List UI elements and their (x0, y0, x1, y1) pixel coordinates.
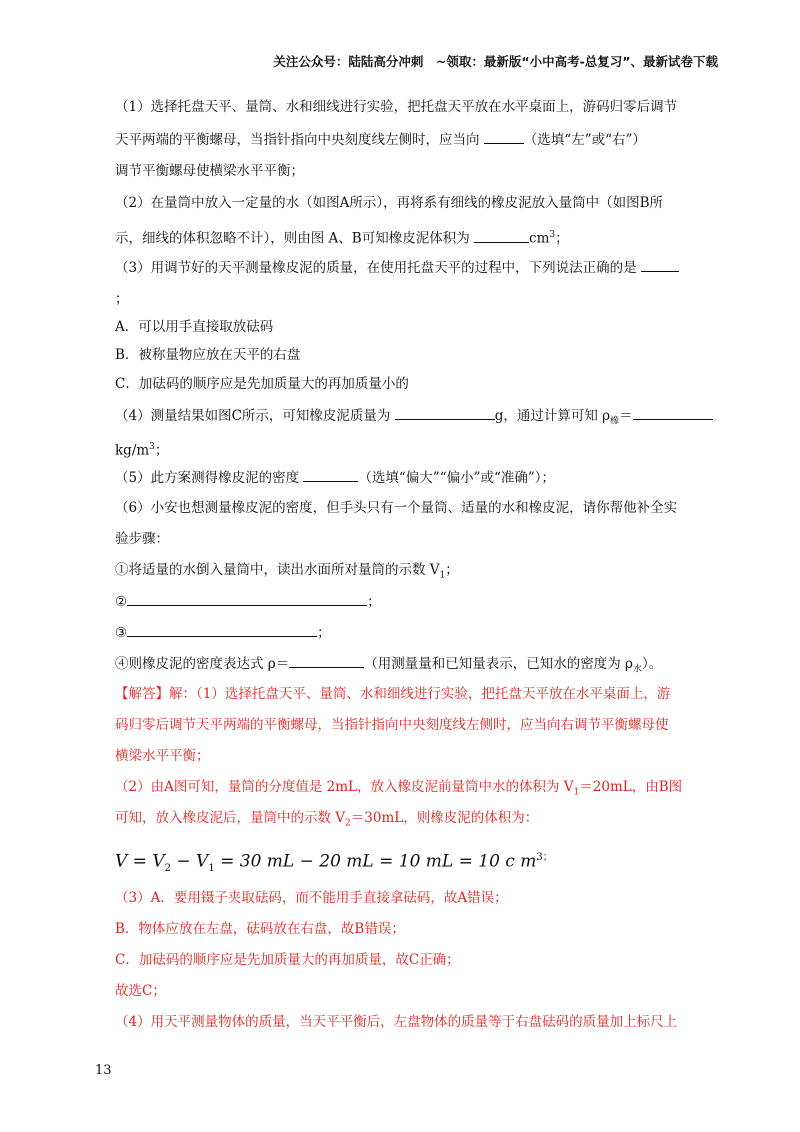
option-a: A．可以用手直接取放砝码 (115, 319, 274, 335)
answer-blank (127, 622, 317, 637)
question-text: （6）小安也想测量橡皮泥的密度，但手头只有一个量筒、适量的水和橡皮泥，请你帮他补全实 (115, 500, 678, 516)
volume-formula: $V = V_2 - V_1 = 30$ mL − 20 mL = 10 mL = 10 c $m^{3;}$ (115, 851, 553, 875)
answer-blank (474, 228, 529, 243)
question-text: ； (115, 291, 129, 307)
solution-text: （3）A．要用镊子夹取砝码，而不能用手直接拿砝码，故A错误； (115, 890, 508, 906)
answer-blank (484, 129, 524, 144)
solution-text: 横梁水平平衡； (115, 748, 210, 764)
question-text: 调节平衡螺母使横梁水平平衡； (115, 163, 304, 179)
step-3: ③ ； (115, 622, 331, 643)
solution-text: （2）由A图可知，量筒的分度值是 2mL，放入橡皮泥前量筒中水的体积为 $V_1=20mL$，由B图 (115, 779, 683, 798)
solution-text: C．加砝码的顺序应是先加质量大的再加质量，故C正确； (115, 952, 460, 968)
answer-blank (127, 591, 367, 606)
solution-text: 码归零后调节天平两端的平衡螺母，当指针指向中央刻度线左侧时，应当向右调节平衡螺母使 (115, 717, 669, 733)
page-number: 13 (95, 1063, 112, 1078)
step-1: ①将适量的水倒入量筒中，读出水面所对量筒的示数 $V_1$； (115, 562, 459, 581)
question-text: 验步骤： (115, 531, 169, 547)
page-header: 关注公众号：陆陆高分冲刺 ~领取：最新版“小中高考-总复习”、最新试卷下载 (273, 54, 718, 69)
question-text: 天平两端的平衡螺母，当指针指向中央刻度线左侧时，应当向 （选填“左”或“右”） (115, 129, 646, 150)
answer-blank (395, 405, 495, 420)
answer-blank (633, 405, 713, 420)
question-text: （4）测量结果如图C所示，可知橡皮泥质量为 g，通过计算可知 $\rho_橡=$ (115, 405, 713, 432)
solution-text: B．物体应放在左盘，砝码放在右盘，故B错误； (115, 921, 405, 937)
question-text: （5）此方案测得橡皮泥的密度 （选填“偏大”“偏小”或“准确”）； (115, 467, 555, 488)
question-text: 示，细线的体积忽略不计），则由图 A、B可知橡皮泥体积为 $cm^3$； (115, 225, 569, 249)
question-text: （2）在量筒中放入一定量的水（如图A所示），再将系有细线的橡皮泥放入量筒中（如图B所 (115, 195, 664, 211)
answer-blank (289, 653, 364, 668)
solution-text: （4）用天平测量物体的质量，当天平平衡后，左盘物体的质量等于右盘砝码的质量加上标尺上 (115, 1014, 678, 1030)
solution-text: 【解答】解：（1）选择托盘天平、量筒、水和细线进行实验，把托盘天平放在水平桌面上，游 (115, 686, 671, 702)
option-c: C．加砝码的顺序应是先加质量大的再加质量小的 (115, 376, 409, 392)
solution-text: 可知，放入橡皮泥后，量筒中的示数 $V_2=30mL$，则橡皮泥的体积为： (115, 810, 539, 829)
step-2: ② ； (115, 591, 381, 612)
question-text: （3）用调节好的天平测量橡皮泥的质量，在使用托盘天平的过程中，下列说法正确的是 (115, 257, 679, 278)
answer-blank (303, 467, 358, 482)
step-4: ④则橡皮泥的密度表达式 ρ＝ （用测量量和已知量表示，已知水的密度为 $\rho_水$）。 (115, 653, 662, 680)
question-text: （1）选择托盘天平、量筒、水和细线进行实验，把托盘天平放在水平桌面上，游码归零后调节 (115, 99, 678, 115)
answer-blank (641, 257, 679, 272)
solution-text: 故选C； (115, 983, 166, 999)
option-b: B．被称量物应放在天平的右盘 (115, 347, 301, 363)
question-text: $kg/m^3$； (115, 442, 169, 459)
